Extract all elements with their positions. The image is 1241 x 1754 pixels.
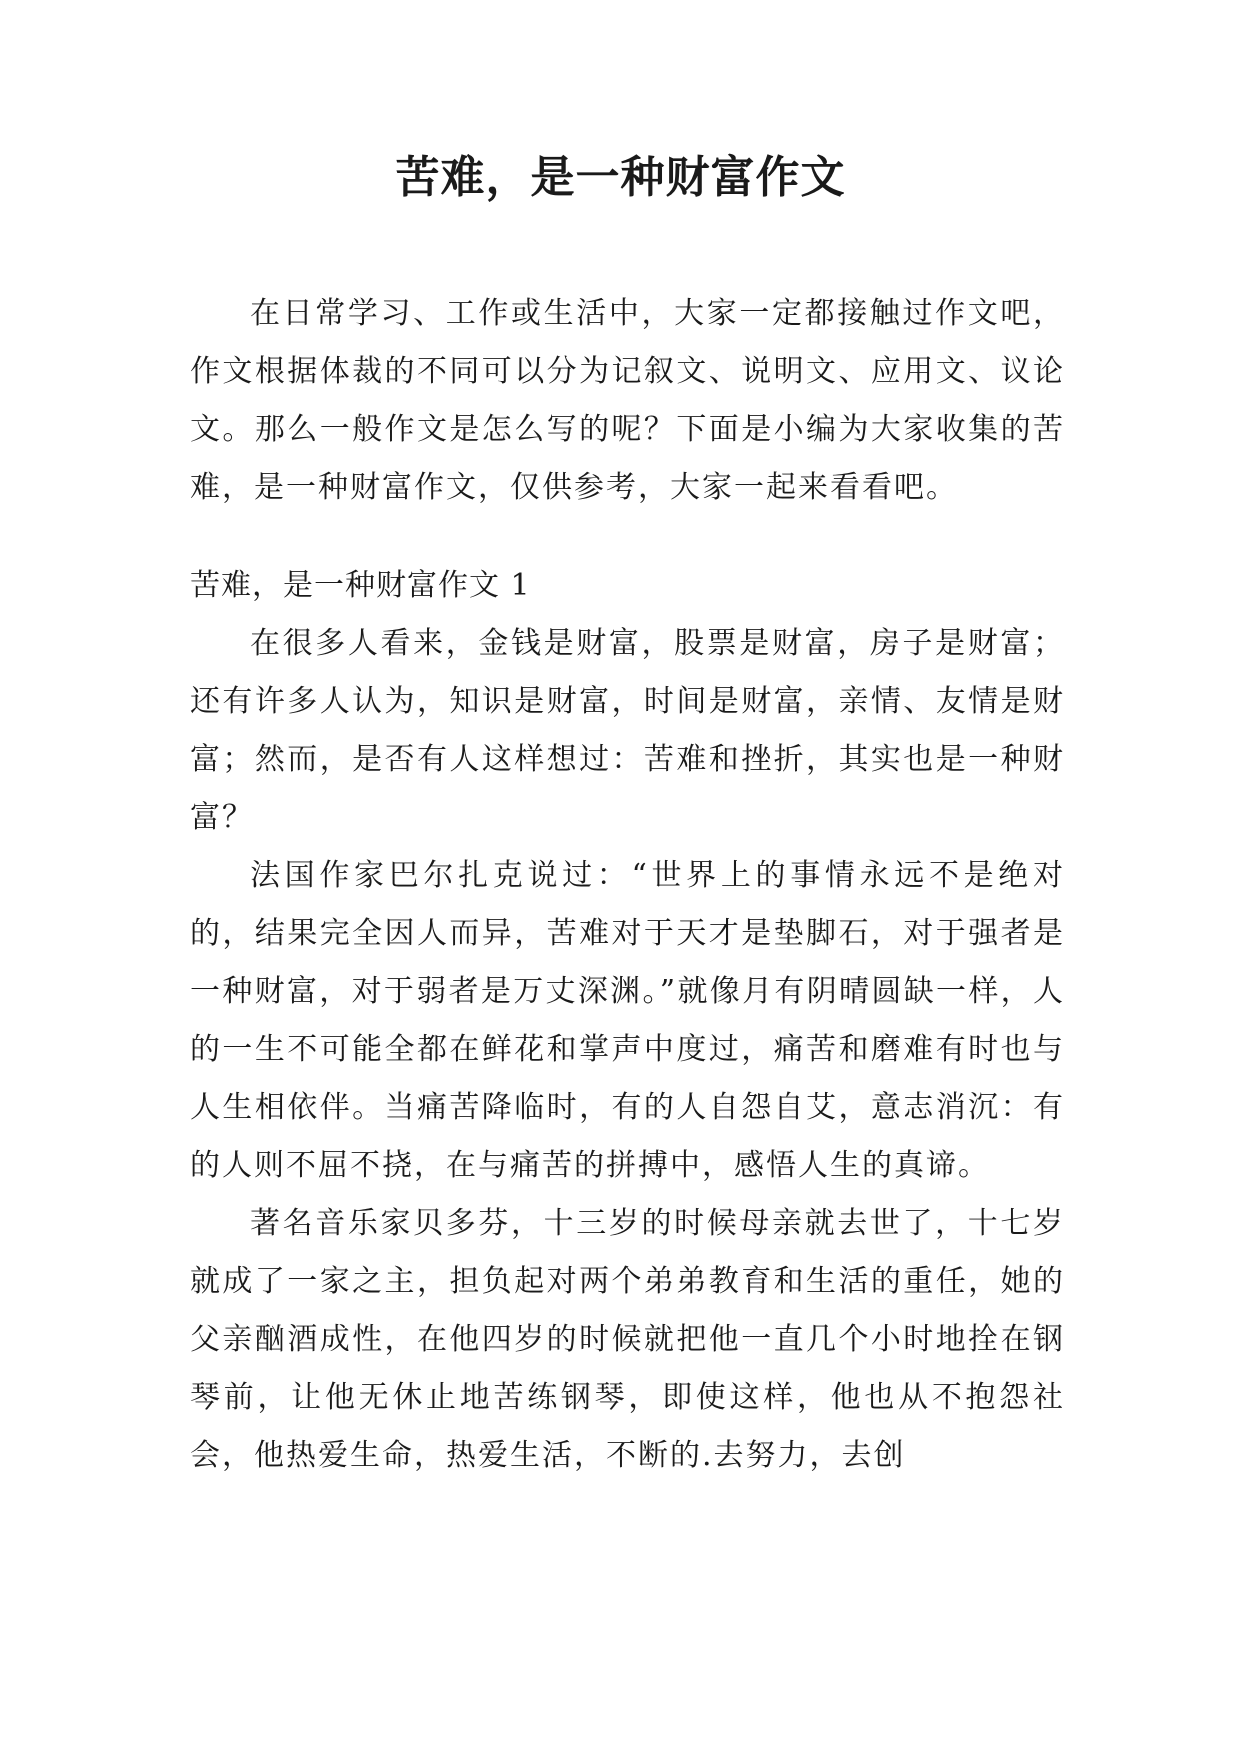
intro-paragraph: 在日常学习、工作或生活中，大家一定都接触过作文吧，作文根据体裁的不同可以分为记叙文、说明文、应用文、议论文。那么一般作文是怎么写的呢？下面是小编为大家收集的苦难，是一种财富作文，仅供参考，大家一起来看看吧。 [190,296,1065,505]
body-paragraph: 法国作家巴尔扎克说过：“世界上的事情永远不是绝对的，结果完全因人而异，苦难对于天才是垫脚石，对于强者是一种财富，对于弱者是万丈深渊。”就像月有阴晴圆缺一样，人的一生不可能全都在鲜花和掌声中度过，痛苦和磨难有时也与人生相依伴。当痛苦降临时，有的人自怨自艾，意志消沉：有的人则不屈不挠，在与痛苦的拼搏中，感悟人生的真谛。 [190,858,1065,1183]
section-heading: 苦难，是一种财富作文 1 [190,568,531,603]
body-paragraph: 著名音乐家贝多芬，十三岁的时候母亲就去世了，十七岁就成了一家之主，担负起对两个弟弟教育和生活的重任，她的父亲酗酒成性，在他四岁的时候就把他一直几个小时地拴在钢琴前，让他无休止地苦练钢琴，即使这样，他也从不抱怨社会，他热爱生命，热爱生活，不断的.去努力，去创 [190,1206,1065,1473]
document-title: 苦难，是一种财富作文 [395,152,846,203]
document-body [190,285,1065,1485]
body-paragraph: 在很多人看来，金钱是财富，股票是财富，房子是财富；还有许多人认为，知识是财富，时间是财富，亲情、友情是财富；然而，是否有人这样想过：苦难和挫折，其实也是一种财富？ [190,626,1065,835]
